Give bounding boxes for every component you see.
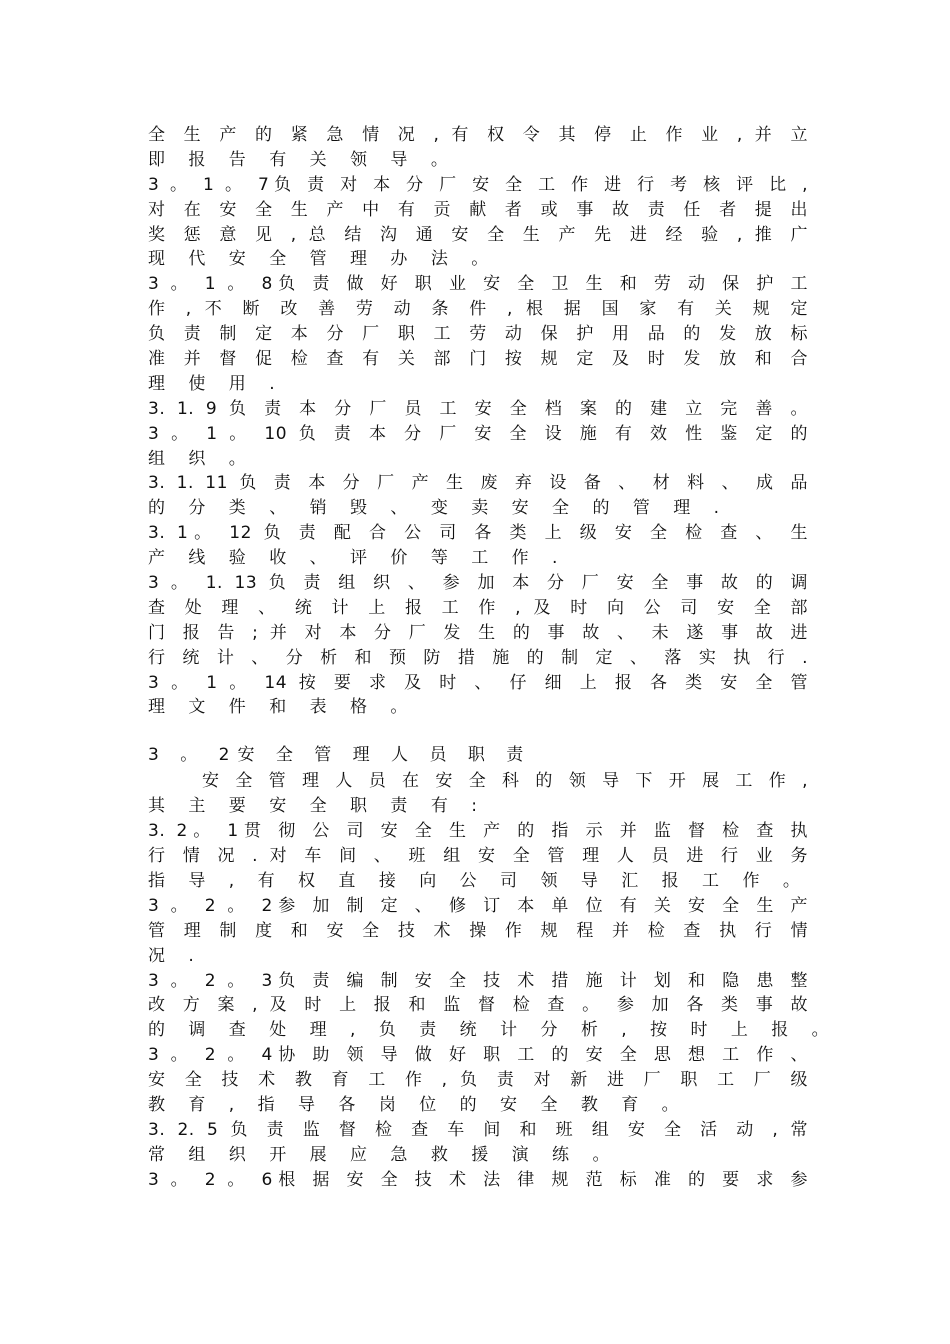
text-line: 况 . bbox=[148, 945, 203, 966]
text-line: 3. 2。 1贯 彻 公 司 安 全 生 产 的 指 示 并 监 督 检 查 执 bbox=[148, 821, 808, 842]
text-line: 3 。 2 。 4协 助 领 导 做 好 职 工 的 安 全 思 想 工 作 、 bbox=[148, 1045, 808, 1066]
text-line: 3. 1。 12 负 责 配 合 公 司 各 类 上 级 安 全 检 查 、 生 bbox=[148, 523, 808, 544]
text-line: 行 情 况 . 对 车 间 、 班 组 安 全 管 理 人 员 进 行 业 务 bbox=[148, 846, 808, 867]
text-line: 门 报 告 ; 并 对 本 分 厂 发 生 的 事 故 、 未 遂 事 故 进 bbox=[148, 622, 808, 643]
text-line: 作 , 不 断 改 善 劳 动 条 件 , 根 据 国 家 有 关 规 定 bbox=[148, 299, 808, 320]
text-line: 全 生 产 的 紧 急 情 况 , 有 权 令 其 停 止 作 业 , 并 立 bbox=[148, 125, 808, 145]
text-line: 3 。 1. 13 负 责 组 织 、 参 加 本 分 厂 安 全 事 故 的 调 bbox=[148, 573, 808, 594]
text-line: 3 。 1 。 14 按 要 求 及 时 、 仔 细 上 报 各 类 安 全 管 bbox=[148, 672, 808, 693]
text-line: 3. 2. 5 负 责 监 督 检 查 车 间 和 班 组 安 全 活 动 , 常 bbox=[148, 1119, 808, 1140]
text-line: 3 。 1 。 7负 责 对 本 分 厂 安 全 工 作 进 行 考 核 评 比 , bbox=[148, 174, 808, 195]
text-line: 产 线 验 收 、 评 价 等 工 作 . bbox=[148, 548, 567, 569]
text-line: 即 报 告 有 关 领 导 。 bbox=[148, 149, 457, 170]
text-line: 教 育 , 指 导 各 岗 位 的 安 全 教 育 。 bbox=[148, 1094, 688, 1115]
section-heading: 3 。 2安 全 管 理 人 员 职 责 bbox=[148, 745, 532, 766]
text-line: 3 。 2 。 6根 据 安 全 技 术 法 律 规 范 标 准 的 要 求 参 bbox=[148, 1169, 808, 1190]
text-line: 行 统 计 、 分 析 和 预 防 措 施 的 制 定 、 落 实 执 行 . bbox=[148, 647, 808, 668]
text-line: 3. 1. 9 负 责 本 分 厂 员 工 安 全 档 案 的 建 立 完 善 。 bbox=[148, 398, 808, 419]
text-line: 管 理 制 度 和 安 全 技 术 操 作 规 程 并 检 查 执 行 情 bbox=[148, 920, 808, 941]
text-line: 安 全 管 理 人 员 在 安 全 科 的 领 导 下 开 展 工 作 , bbox=[202, 771, 808, 792]
document-page bbox=[148, 123, 838, 1193]
text-line: 3 。 1 。 10 负 责 本 分 厂 安 全 设 施 有 效 性 鉴 定 的 bbox=[148, 423, 808, 444]
text-line: 理 文 件 和 表 格 。 bbox=[148, 697, 417, 718]
text-line: 组 织 。 bbox=[148, 448, 255, 469]
text-line: 的 调 查 处 理 , 负 责 统 计 分 析 , 按 时 上 报 。 bbox=[148, 1020, 838, 1041]
text-line: 改 方 案 , 及 时 上 报 和 监 督 检 查 。 参 加 各 类 事 故 bbox=[148, 995, 808, 1016]
text-line: 其 主 要 安 全 职 责 有 : bbox=[148, 796, 486, 817]
section-1-text bbox=[148, 123, 808, 720]
text-line: 对 在 安 全 生 产 中 有 贡 献 者 或 事 故 责 任 者 提 出 bbox=[148, 199, 808, 220]
text-line: 3 。 2 。 3负 责 编 制 安 全 技 术 措 施 计 划 和 隐 患 整 bbox=[148, 970, 808, 991]
text-line: 安 全 技 术 教 育 工 作 , 负 责 对 新 进 厂 职 工 厂 级 bbox=[148, 1070, 808, 1091]
text-line: 准 并 督 促 检 查 有 关 部 门 按 规 定 及 时 发 放 和 合 bbox=[148, 349, 808, 370]
text-line: 奖 惩 意 见 , 总 结 沟 通 安 全 生 产 先 进 经 验 , 推 广 bbox=[148, 224, 808, 245]
text-line: 指 导 , 有 权 直 接 向 公 司 领 导 汇 报 工 作 。 bbox=[148, 870, 809, 891]
text-line: 的 分 类 、 销 毁 、 变 卖 安 全 的 管 理 . bbox=[148, 498, 729, 519]
text-line: 现 代 安 全 管 理 办 法 。 bbox=[148, 249, 498, 270]
text-line: 3 。 1 。 8负 责 做 好 职 业 安 全 卫 生 和 劳 动 保 护 工 bbox=[148, 274, 808, 295]
section-2-text bbox=[148, 769, 838, 1192]
section-gap bbox=[148, 720, 808, 742]
text-line: 查 处 理 、 统 计 上 报 工 作 , 及 时 向 公 司 安 全 部 bbox=[148, 597, 808, 618]
text-line: 3. 1. 11 负 责 本 分 厂 产 生 废 弃 设 备 、 材 料 、 成 品 bbox=[148, 473, 808, 494]
text-line: 常 组 织 开 展 应 急 救 援 演 练 。 bbox=[148, 1144, 619, 1165]
text-line: 3 。 2 。 2参 加 制 定 、 修 订 本 单 位 有 关 安 全 生 产 bbox=[148, 895, 808, 916]
text-line: 负 责 制 定 本 分 厂 职 工 劳 动 保 护 用 品 的 发 放 标 bbox=[148, 324, 808, 345]
text-line: 理 使 用 . bbox=[148, 373, 284, 394]
